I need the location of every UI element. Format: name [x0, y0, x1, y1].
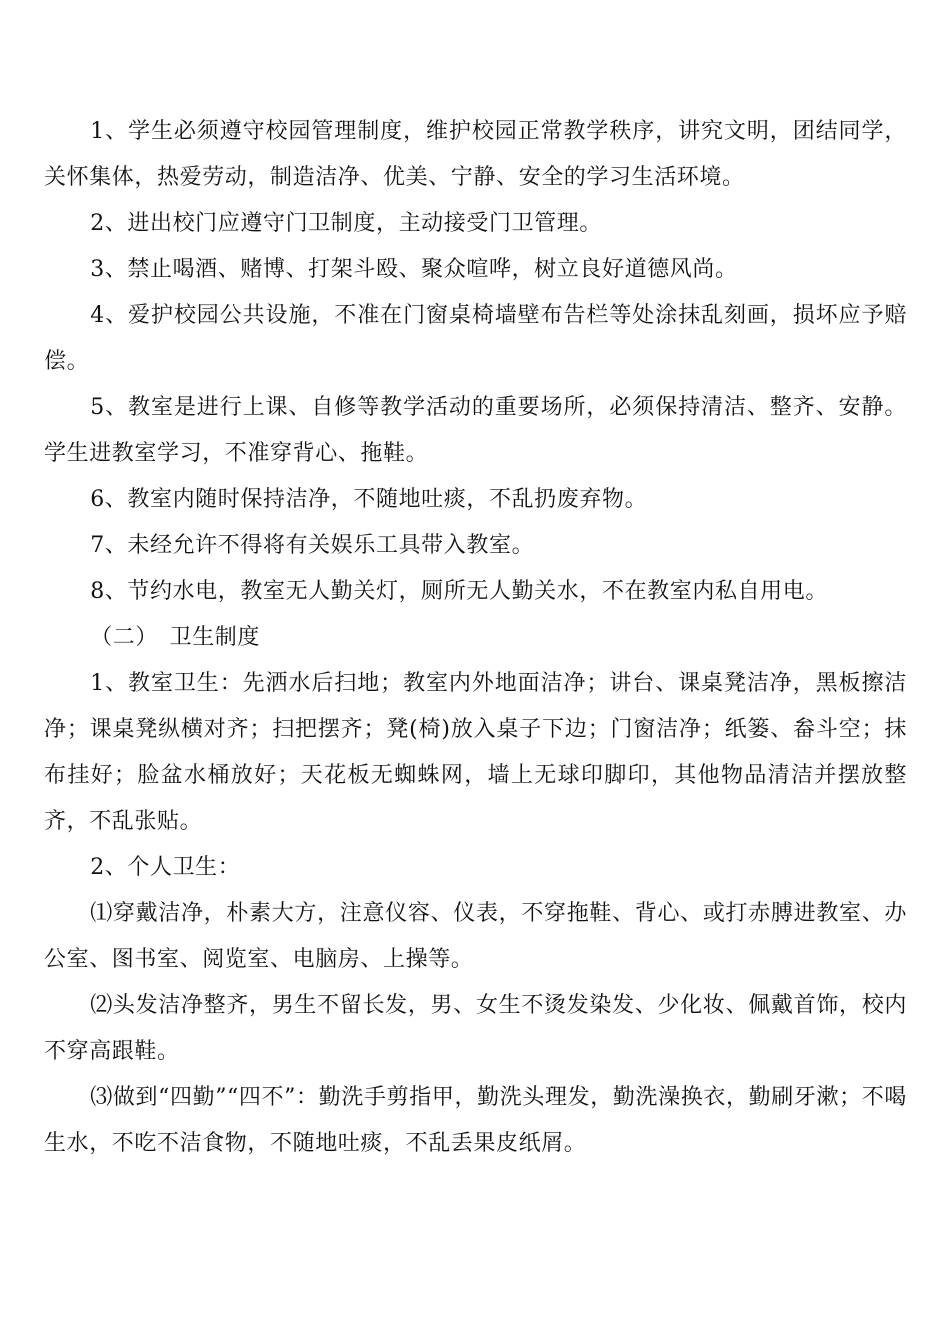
paragraph-rule-8: 8、节约水电，教室无人勤关灯，厕所无人勤关水，不在教室内私自用电。 — [90, 579, 828, 604]
paragraph-rule-3: 3、禁止喝酒、赌博、打架斗殴、聚众喧哗，树立良好道德风尚。 — [90, 257, 738, 282]
document-body — [44, 109, 907, 1167]
paragraph-personal-hygiene-1: ⑴穿戴洁净，朴素大方，注意仪容、仪表，不穿拖鞋、背心、或打赤膊进教室、办公室、图书室、阅览室、电脑房、上操等。 — [44, 901, 907, 972]
paragraph-personal-hygiene-title: 2、个人卫生： — [90, 855, 241, 880]
paragraph-classroom-hygiene: 1、教室卫生：先洒水后扫地；教室内外地面洁净；讲台、课桌凳洁净，黑板擦洁净；课桌凳纵横对齐；扫把摆齐；凳(椅)放入桌子下边；门窗洁净；纸篓、畚斗空；抹布挂好；脸盆水桶放好；天花板无蜘蛛网，墙上无球印脚印，其他物品清洁并摆放整齐，不乱张贴。 — [44, 671, 907, 834]
section-heading-hygiene: （二） 卫生制度 — [90, 625, 260, 650]
paragraph-personal-hygiene-3: ⑶做到“四勤”“四不”：勤洗手剪指甲，勤洗头理发，勤洗澡换衣，勤刷牙漱；不喝生水，不吃不洁食物，不随地吐痰，不乱丢果皮纸屑。 — [44, 1085, 907, 1156]
paragraph-rule-2: 2、进出校门应遵守门卫制度，主动接受门卫管理。 — [90, 211, 602, 236]
paragraph-personal-hygiene-2: ⑵头发洁净整齐，男生不留长发，男、女生不烫发染发、少化妆、佩戴首饰，校内不穿高跟鞋。 — [44, 993, 907, 1064]
paragraph-rule-6: 6、教室内随时保持洁净，不随地吐痰，不乱扔废弃物。 — [90, 487, 648, 512]
paragraph-rule-4: 4、爱护校园公共设施，不准在门窗桌椅墙壁布告栏等处涂抹乱刻画，损坏应予赔偿。 — [44, 303, 907, 374]
paragraph-rule-5: 5、教室是进行上课、自修等教学活动的重要场所，必须保持清洁、整齐、安静。学生进教室学习，不准穿背心、拖鞋。 — [44, 395, 907, 466]
paragraph-rule-1: 1、学生必须遵守校园管理制度，维护校园正常教学秩序，讲究文明，团结同学，关怀集体，热爱劳动，制造洁净、优美、宁静、安全的学习生活环境。 — [44, 119, 907, 190]
paragraph-rule-7: 7、未经允许不得将有关娱乐工具带入教室。 — [90, 533, 535, 558]
